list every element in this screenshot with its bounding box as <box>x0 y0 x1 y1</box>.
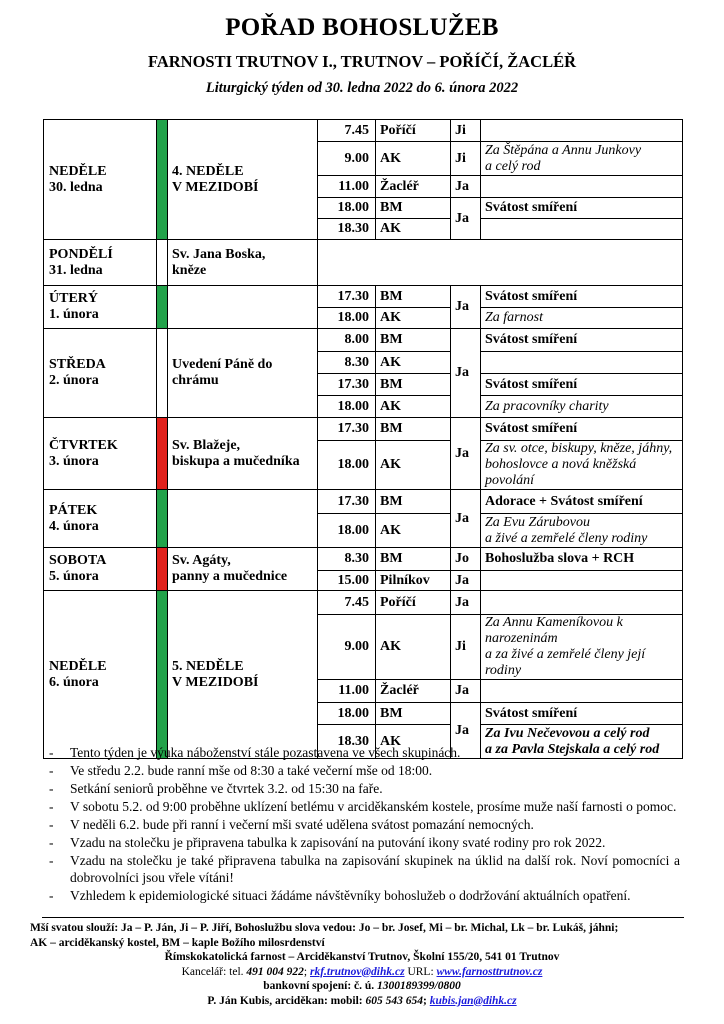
place-cell: AK <box>376 441 451 490</box>
intention-cell: Bohoslužba slova + RCH <box>481 548 683 571</box>
liturgical-color-bar <box>157 120 168 240</box>
feast-cell: 5. NEDĚLE V MEZIDOBÍ <box>168 591 318 759</box>
list-item: - V sobotu 5.2. od 9:00 proběhne uklízení betlému v arciděkanském kostele, prosíme muže naší farnosti o pomoc. <box>44 798 680 815</box>
time-cell: 18.30 <box>318 725 376 759</box>
table-row <box>44 286 683 308</box>
priest-cell: Ja <box>451 703 481 759</box>
place-cell: Poříčí <box>376 591 451 615</box>
intention-cell <box>481 176 683 198</box>
liturgical-color-bar <box>157 240 168 286</box>
day-cell: ČTVRTEK 3. února <box>44 418 157 490</box>
intention-cell: Za Štěpána a Annu Junkovy a celý rod <box>481 142 683 176</box>
day-cell: NEDĚLE 30. ledna <box>44 120 157 240</box>
priest-cell: Ja <box>451 198 481 240</box>
liturgical-color-bar <box>157 329 168 418</box>
intention-cell: Svátost smíření <box>481 198 683 219</box>
time-cell: 18.00 <box>318 198 376 219</box>
table-row <box>44 240 683 286</box>
priest-cell: Ja <box>451 329 481 418</box>
liturgical-color-bar <box>157 286 168 329</box>
place-cell: Pilníkov <box>376 571 451 591</box>
notices-list <box>44 744 680 905</box>
intention-cell <box>481 219 683 240</box>
time-cell: 18.00 <box>318 514 376 548</box>
time-cell: 17.30 <box>318 374 376 396</box>
priest-cell: Ji <box>451 615 481 680</box>
time-cell: 17.30 <box>318 418 376 441</box>
intention-cell: Za Ivu Nečevovou a celý rod a za Pavla Stejskala a celý rod <box>481 725 683 759</box>
priest-cell: Ja <box>451 571 481 591</box>
priest-cell: Ja <box>451 286 481 329</box>
footer-divider <box>42 917 684 918</box>
footer-office: Kancelář: tel. 491 004 922; rkf.trutnov@dihk.cz URL: www.farnosttrutnov.cz <box>181 965 543 978</box>
table-row <box>44 548 683 571</box>
footer-address: Římskokatolická farnost – Arciděkanství Trutnov, Školní 155/20, 541 01 Trutnov <box>164 951 560 963</box>
place-cell: AK <box>376 352 451 374</box>
place-cell: BM <box>376 548 451 571</box>
schedule-table <box>43 119 683 759</box>
list-item: - Vzadu na stolečku je také připravena tabulka na zapisování skupinek na úklid na další rok. Noví pomocníci a dobrovolníci jsou vřele vítáni! <box>44 852 680 886</box>
intention-cell: Za farnost <box>481 308 683 329</box>
place-cell: BM <box>376 329 451 352</box>
time-cell: 17.30 <box>318 286 376 308</box>
page-title: POŘAD BOHOSLUŽEB <box>225 14 499 41</box>
time-cell: 11.00 <box>318 680 376 703</box>
time-cell: 17.30 <box>318 490 376 514</box>
priest-cell: Ja <box>451 418 481 490</box>
place-cell: Poříčí <box>376 120 451 142</box>
liturgical-color-bar <box>157 490 168 548</box>
liturgical-color-bar <box>157 591 168 759</box>
place-cell: Žacléř <box>376 680 451 703</box>
dean-email-link[interactable]: kubis.jan@dihk.cz <box>429 994 517 1007</box>
empty-cell <box>318 240 683 286</box>
liturgical-color-bar <box>157 418 168 490</box>
place-cell: BM <box>376 490 451 514</box>
intention-cell <box>481 591 683 615</box>
list-item: - Ve středu 2.2. bude ranní mše od 8:30 a také večerní mše od 18:00. <box>44 762 680 779</box>
table-row <box>44 329 683 352</box>
time-cell: 18.00 <box>318 703 376 725</box>
list-item: - V neděli 6.2. bude při ranní i večerní mši svaté udělena svátost pomazání nemocných. <box>44 816 680 833</box>
intention-cell: Svátost smíření <box>481 286 683 308</box>
intention-cell <box>481 120 683 142</box>
day-cell: NEDĚLE 6. února <box>44 591 157 759</box>
time-cell: 9.00 <box>318 615 376 680</box>
priest-cell: Ji <box>451 120 481 142</box>
time-cell: 18.00 <box>318 396 376 418</box>
place-cell: AK <box>376 142 451 176</box>
list-item: - Tento týden je výuka náboženství stále pozastavena ve všech skupinách. <box>44 744 680 761</box>
feast-cell: Sv. Blažeje, biskupa a mučedníka <box>168 418 318 490</box>
place-cell: BM <box>376 286 451 308</box>
day-cell: PONDĚLÍ 31. ledna <box>44 240 157 286</box>
priest-cell: Ja <box>451 680 481 703</box>
time-cell: 11.00 <box>318 176 376 198</box>
time-cell: 8.00 <box>318 329 376 352</box>
intention-cell: Svátost smíření <box>481 418 683 441</box>
office-email-link[interactable]: rkf.trutnov@dihk.cz <box>310 965 405 978</box>
intention-cell: Adorace + Svátost smíření <box>481 490 683 514</box>
place-cell: BM <box>376 198 451 219</box>
table-row <box>44 418 683 441</box>
place-cell: BM <box>376 374 451 396</box>
place-cell: BM <box>376 418 451 441</box>
list-item: - Vzadu na stolečku je připravena tabulka k zapisování na putování ikony svaté rodiny pro rok 2022. <box>44 834 680 851</box>
time-cell: 8.30 <box>318 352 376 374</box>
feast-cell: Sv. Agáty, panny a mučednice <box>168 548 318 591</box>
time-cell: 7.45 <box>318 591 376 615</box>
footer-legend-priests: Mší svatou slouží: Ja – P. Ján, Ji – P. Jiří, Bohoslužbu slova vedou: Jo – br. Josef, Mi – br. Michal, Lk – br. Lukáš, jáhni; <box>30 922 619 934</box>
intention-cell: Za Evu Zárubovou a živé a zemřelé členy rodiny <box>481 514 683 548</box>
intention-cell <box>481 571 683 591</box>
time-cell: 18.00 <box>318 308 376 329</box>
time-cell: 8.30 <box>318 548 376 571</box>
intention-cell: Za sv. otce, biskupy, kněze, jáhny, bohoslovce a nová kněžská povolání <box>481 441 683 490</box>
priest-cell: Ja <box>451 490 481 548</box>
intention-cell: Svátost smíření <box>481 374 683 396</box>
parish-subtitle: FARNOSTI TRUTNOV I., TRUTNOV – POŘÍČÍ, ŽACLÉŘ <box>147 52 576 71</box>
time-cell: 9.00 <box>318 142 376 176</box>
intention-cell: Svátost smíření <box>481 703 683 725</box>
time-cell: 18.30 <box>318 219 376 240</box>
priest-cell: Ja <box>451 591 481 615</box>
place-cell: AK <box>376 396 451 418</box>
liturgical-week: Liturgický týden od 30. ledna 2022 do 6. února 2022 <box>205 80 519 96</box>
intention-cell <box>481 680 683 703</box>
list-item: - Vzhledem k epidemiologické situaci žádáme návštěvníky bohoslužeb o dodržování aktuálních opatření. <box>44 887 680 904</box>
place-cell: BM <box>376 703 451 725</box>
place-cell: AK <box>376 219 451 240</box>
footer-legend-places: AK – arciděkanský kostel, BM – kaple Božího milosrdenství <box>30 936 325 949</box>
intention-cell: Svátost smíření <box>481 329 683 352</box>
place-cell: Žacléř <box>376 176 451 198</box>
intention-cell <box>481 352 683 374</box>
day-cell: PÁTEK 4. února <box>44 490 157 548</box>
list-item: - Setkání seniorů proběhne ve čtvrtek 3.2. od 15:30 na faře. <box>44 780 680 797</box>
feast-cell: Uvedení Páně do chrámu <box>168 329 318 418</box>
priest-cell: Ji <box>451 142 481 176</box>
feast-cell <box>168 286 318 329</box>
place-cell: AK <box>376 725 451 759</box>
table-row <box>44 490 683 514</box>
table-row <box>44 120 683 142</box>
day-cell: STŘEDA 2. února <box>44 329 157 418</box>
time-cell: 18.00 <box>318 441 376 490</box>
priest-cell: Ja <box>451 176 481 198</box>
place-cell: AK <box>376 615 451 680</box>
feast-cell <box>168 490 318 548</box>
place-cell: AK <box>376 308 451 329</box>
footer <box>30 921 694 1008</box>
table-row <box>44 591 683 615</box>
office-phone: 491 004 922 <box>246 965 304 978</box>
footer-bank: bankovní spojení: č. ú. 1300189399/0800 <box>263 980 461 992</box>
footer-dean: P. Ján Kubis, arciděkan: mobil: 605 543 654; kubis.jan@dihk.cz <box>207 994 517 1007</box>
intention-cell: Za Annu Kameníkovou k narozeninám a za živé a zemřelé členy její rodiny <box>481 615 683 680</box>
time-cell: 15.00 <box>318 571 376 591</box>
website-link[interactable]: www.farnosttrutnov.cz <box>436 965 543 978</box>
time-cell: 7.45 <box>318 120 376 142</box>
intention-cell: Za pracovníky charity <box>481 396 683 418</box>
priest-cell: Jo <box>451 548 481 571</box>
feast-cell: Sv. Jana Boska, kněze <box>168 240 318 286</box>
place-cell: AK <box>376 514 451 548</box>
liturgical-color-bar <box>157 548 168 591</box>
day-cell: ÚTERÝ 1. února <box>44 286 157 329</box>
day-cell: SOBOTA 5. února <box>44 548 157 591</box>
feast-cell: 4. NEDĚLE V MEZIDOBÍ <box>168 120 318 240</box>
